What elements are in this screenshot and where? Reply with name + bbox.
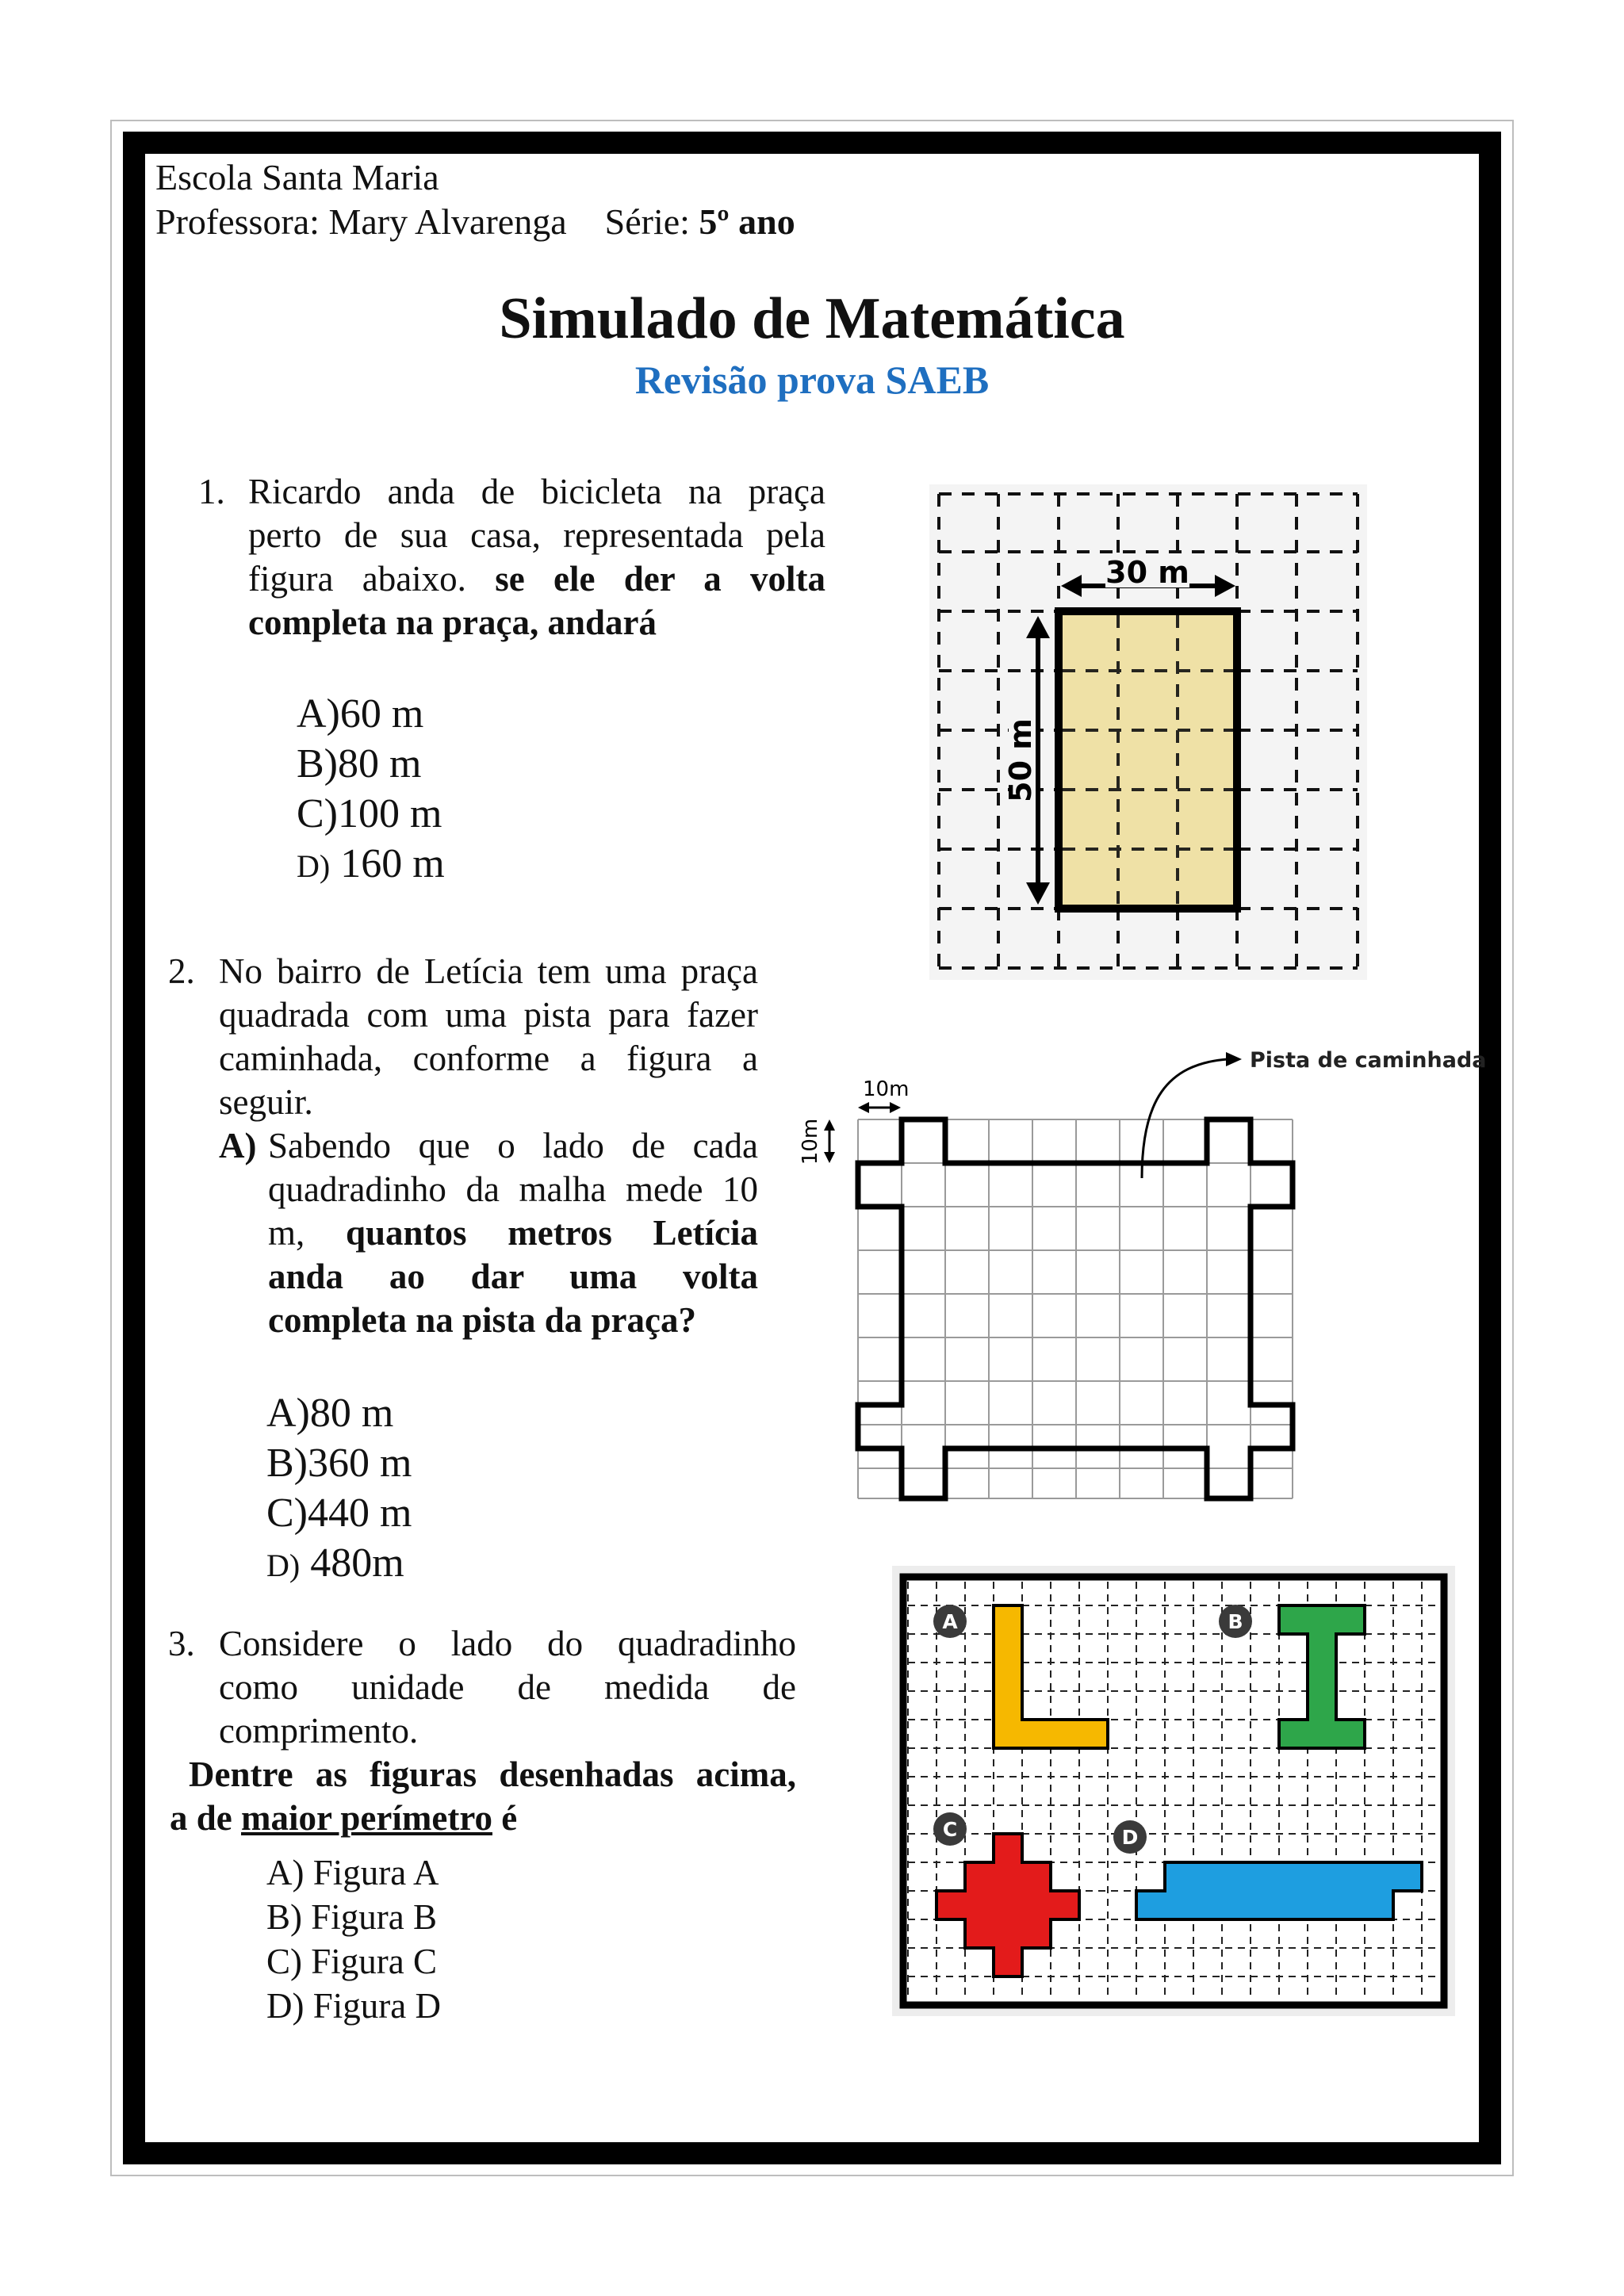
q2-option-a[interactable] xyxy=(266,1388,412,1438)
teacher-name: Professora: Mary Alvarenga xyxy=(155,201,567,242)
q3-option-b-text: Figura B xyxy=(311,1897,438,1937)
q3-text xyxy=(219,1622,796,1753)
figure-c-label: C xyxy=(942,1818,958,1841)
q1-bold-part: se ele der a volta xyxy=(495,559,825,599)
q3-bold-line: Dentre as figuras desenhadas acima, xyxy=(189,1755,796,1794)
q1-option-c-letter: C) xyxy=(297,791,338,836)
q3-option-c[interactable] xyxy=(266,1939,441,1984)
q3-line-3: comprimento. xyxy=(219,1711,419,1751)
q3-option-b-letter: B) xyxy=(266,1897,302,1937)
q3-option-a-text: Figura A xyxy=(312,1853,439,1892)
q2-option-b-letter: B) xyxy=(266,1441,308,1486)
q2-sub-line-3 xyxy=(268,1211,758,1255)
q2-figure-track xyxy=(793,1031,1491,1506)
q2-line-4: seguir. xyxy=(219,1082,313,1122)
q2-option-d-letter: D) xyxy=(266,1548,301,1583)
q3-line-1: Considere o lado do quadradinho xyxy=(219,1624,796,1663)
figure-b-label: B xyxy=(1228,1610,1243,1633)
q3-option-d[interactable] xyxy=(266,1984,441,2028)
grade-label: Série: xyxy=(604,201,690,242)
q1-text xyxy=(248,470,825,645)
q1-option-c-text: 100 m xyxy=(338,791,442,836)
q1-bold-line: completa na praça, andará xyxy=(248,603,657,642)
q2-line-1: No bairro de Letícia tem uma praça xyxy=(219,951,758,991)
q1-height-label: 50 m xyxy=(1003,718,1038,802)
figure-a-label: A xyxy=(942,1610,958,1633)
q3-number: 3. xyxy=(168,1624,195,1663)
page-subtitle: Revisão prova SAEB xyxy=(634,358,990,402)
q3-bold-prefix: a de xyxy=(170,1798,232,1838)
q1-line-2: perto de sua casa, representada pela xyxy=(248,515,825,555)
q1-option-a[interactable] xyxy=(297,689,445,739)
q1-option-a-text: 60 m xyxy=(339,691,424,737)
q1-line-4 xyxy=(248,601,825,645)
q2-sub-letter: A) xyxy=(219,1126,257,1165)
figure-d-label: D xyxy=(1121,1826,1139,1849)
q2-option-a-text: 80 m xyxy=(309,1391,394,1436)
q3-option-c-letter: C) xyxy=(266,1942,302,1981)
park-rectangle xyxy=(1059,611,1237,909)
q3-option-c-text: Figura C xyxy=(311,1942,438,1981)
q3-bold-text xyxy=(189,1753,796,1797)
q2-sub-line-3-text: m, xyxy=(268,1213,305,1253)
q3-option-a-letter: A) xyxy=(266,1853,304,1892)
q2-option-c-text: 440 m xyxy=(308,1490,412,1536)
q3-option-d-letter: D) xyxy=(266,1986,304,2026)
q2-option-a-letter: A) xyxy=(266,1391,310,1436)
q2-sub-bold-inline: quantos metros Letícia xyxy=(345,1213,758,1253)
q2-line-2: quadrada com uma pista para fazer xyxy=(219,995,758,1035)
q3-options xyxy=(266,1850,441,2028)
q2-option-c-letter: C) xyxy=(266,1490,308,1536)
q2-width-label: 10m xyxy=(863,1077,910,1101)
q2-number: 2. xyxy=(168,951,195,991)
q2-sub-bold-line-2: completa na pista da praça? xyxy=(268,1300,696,1340)
q2-option-b-text: 360 m xyxy=(308,1441,412,1486)
q3-figure-shapes xyxy=(892,1566,1455,2016)
q2-sub-line-1: Sabendo que o lado de cada xyxy=(268,1126,758,1165)
q3-option-a[interactable] xyxy=(266,1850,441,1895)
q2-sub-line-5 xyxy=(268,1299,758,1342)
q1-option-b-letter: B) xyxy=(297,741,338,786)
q3-bold-line-2 xyxy=(170,1797,517,1840)
q1-option-d-text: 160 m xyxy=(340,841,445,886)
q2-option-d[interactable] xyxy=(266,1538,412,1590)
q2-sub-line-4 xyxy=(268,1255,758,1299)
q1-line-3-text: figura abaixo. xyxy=(248,559,466,599)
q2-option-b[interactable] xyxy=(266,1438,412,1488)
school-name: Escola Santa Maria xyxy=(155,157,439,197)
q3-option-b[interactable] xyxy=(266,1895,441,1939)
q2-sub-bold-line-1: anda ao dar uma volta xyxy=(268,1257,758,1296)
q2-height-label: 10m xyxy=(799,1118,822,1165)
q1-option-d-letter: D) xyxy=(297,848,331,884)
grade-value: 5º ano xyxy=(699,201,795,242)
q1-options xyxy=(297,689,445,891)
q2-options xyxy=(266,1388,412,1590)
q1-number: 1. xyxy=(198,472,225,511)
q1-option-b-text: 80 m xyxy=(338,741,422,786)
q3-option-d-text: Figura D xyxy=(312,1986,441,2026)
q3-line-2: como unidade de medida de xyxy=(219,1667,796,1707)
figure-d-shape xyxy=(1136,1862,1422,1919)
q1-line-3 xyxy=(248,557,825,601)
q2-text xyxy=(219,950,758,1124)
q2-option-d-text: 480m xyxy=(310,1540,404,1586)
q1-option-b[interactable] xyxy=(297,739,445,789)
q3-bold-underlined: maior perímetro xyxy=(241,1798,492,1838)
q2-line-3: caminhada, conforme a figura a xyxy=(219,1039,758,1078)
q1-option-d[interactable] xyxy=(297,839,445,891)
q1-figure-park xyxy=(929,484,1367,980)
q2-option-c[interactable] xyxy=(266,1488,412,1538)
page-title: Simulado de Matemática xyxy=(499,286,1125,351)
q1-line-1: Ricardo anda de bicicleta na praça xyxy=(248,472,825,511)
teacher-line xyxy=(155,200,795,244)
q2-sub-line-2: quadradinho da malha mede 10 xyxy=(268,1169,758,1209)
q3-bold-suffix: é xyxy=(501,1798,518,1838)
q1-width-label: 30 m xyxy=(1105,555,1189,590)
q2-track-label: Pista de caminhada xyxy=(1250,1048,1487,1073)
q1-option-c[interactable] xyxy=(297,789,445,839)
q1-option-a-letter: A) xyxy=(297,691,340,737)
q2-sub-text xyxy=(268,1124,758,1342)
